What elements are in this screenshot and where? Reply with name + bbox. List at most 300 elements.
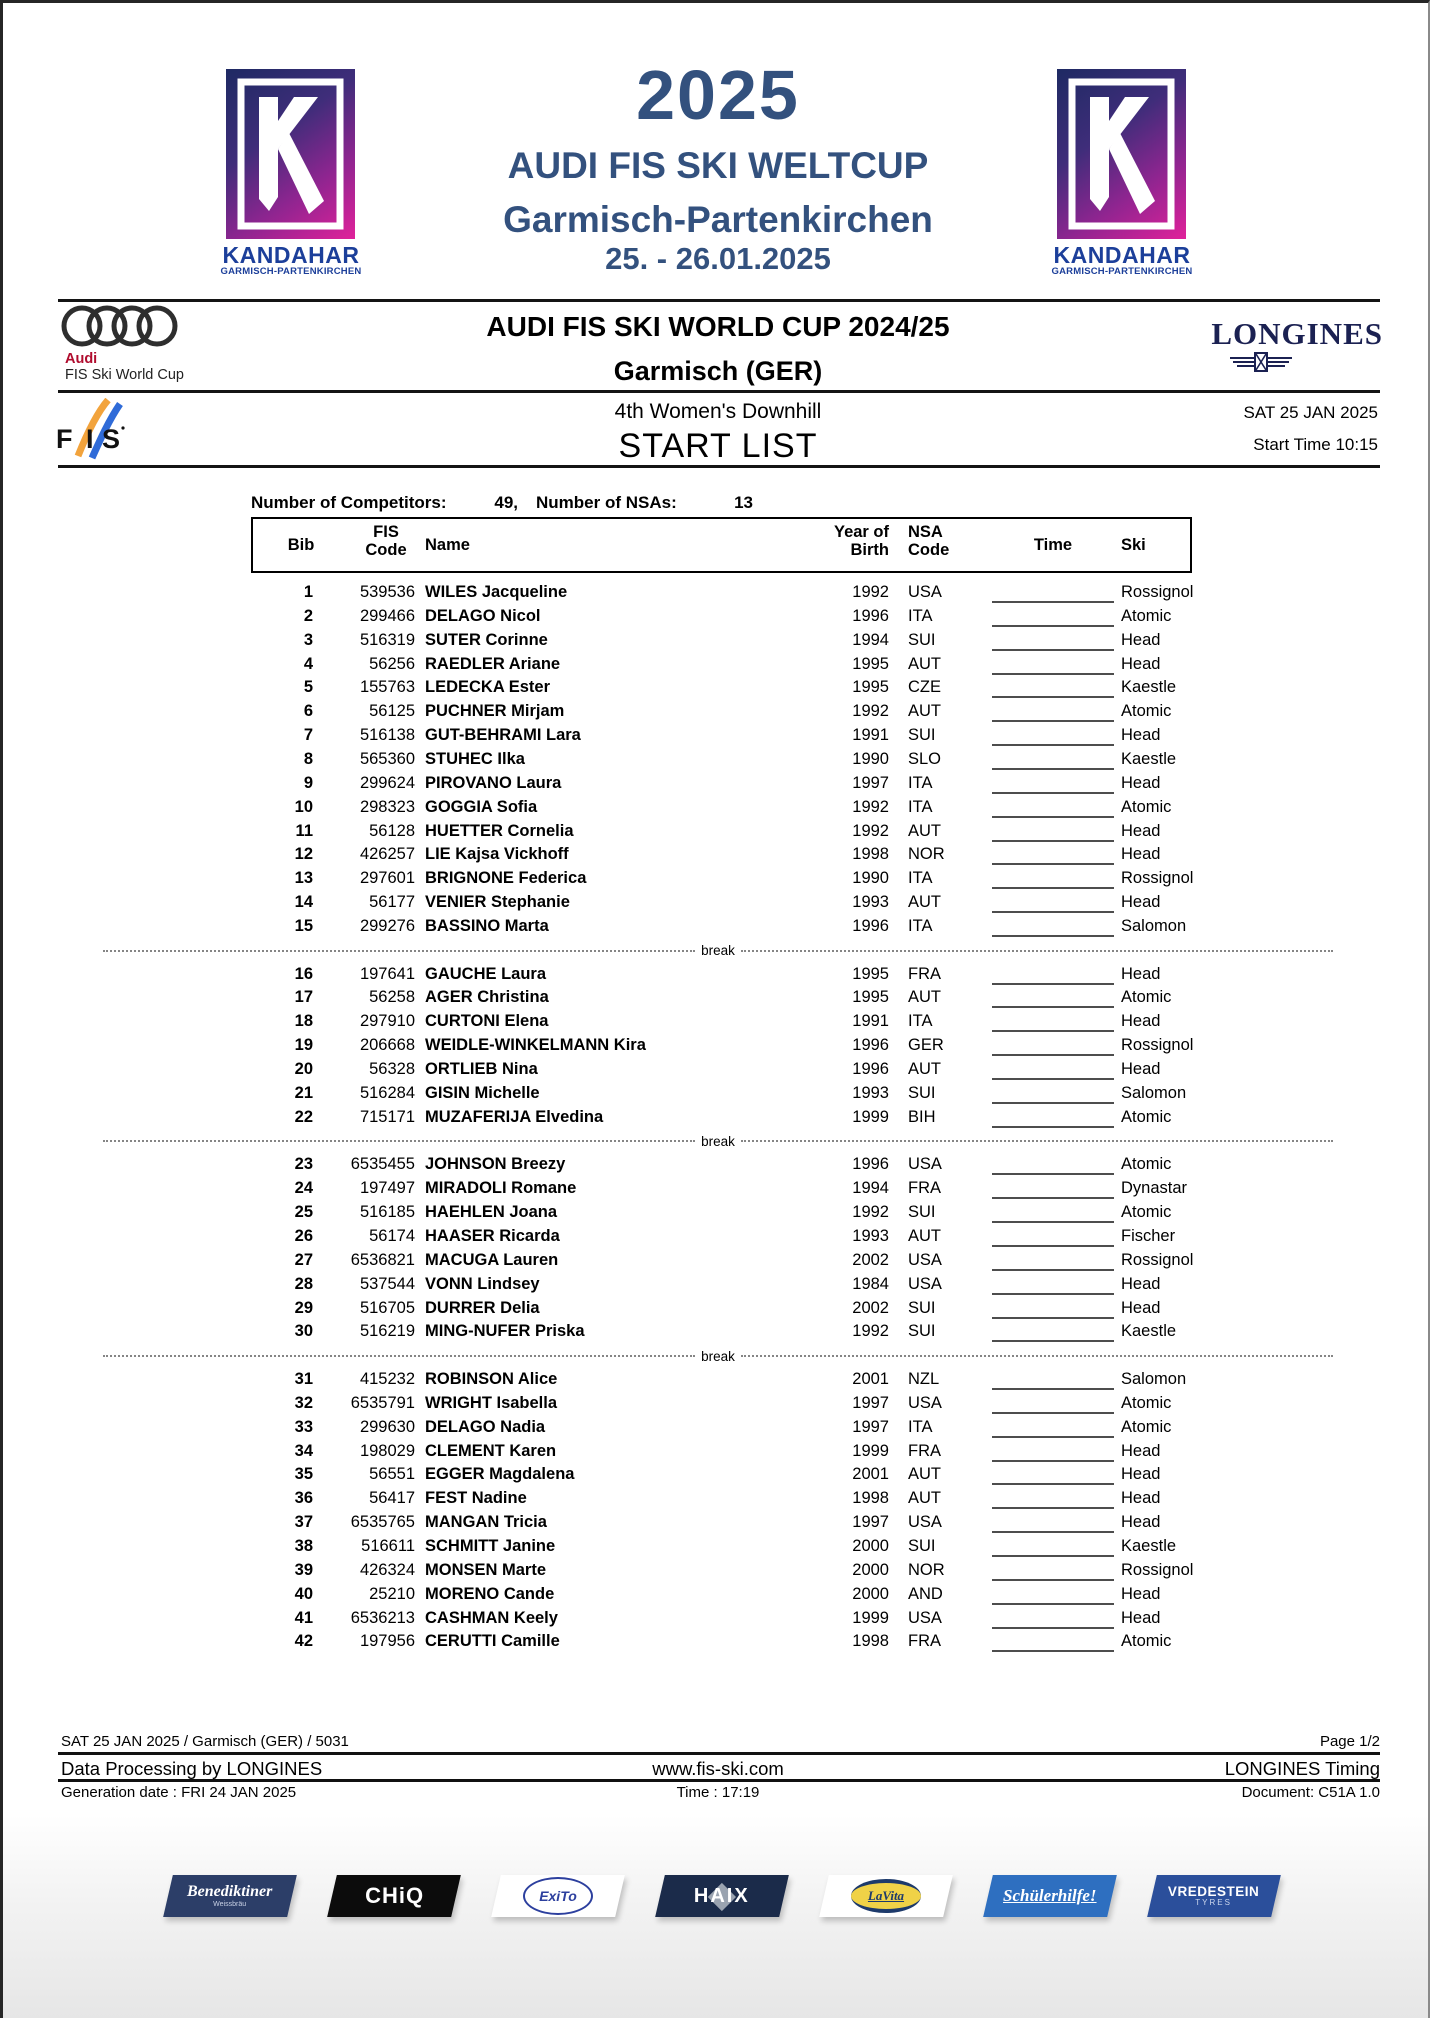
competitor-name-cell: MIRADOLI Romane	[425, 1179, 577, 1198]
sponsor-logo-inner	[851, 1879, 921, 1913]
footer-timing: LONGINES Timing	[1224, 1758, 1380, 1779]
table-row	[3, 1249, 1430, 1273]
ski-brand-cell: Atomic	[1121, 797, 1172, 816]
bib-cell: 12	[294, 845, 313, 864]
bib-cell: 29	[294, 1298, 313, 1317]
competitor-name-cell: LEDECKA Ester	[425, 678, 550, 697]
sponsor-logo-schuelerhilfe	[983, 1875, 1117, 1917]
table-row	[3, 1392, 1430, 1416]
competitor-name-cell: MACUGA Lauren	[425, 1250, 559, 1269]
nsa-code-cell: AUT	[908, 654, 941, 673]
time-blank-line	[992, 1368, 1114, 1390]
ski-brand-cell: Head	[1121, 1298, 1161, 1317]
bib-cell: 30	[294, 1322, 313, 1341]
nsa-code-cell: SUI	[908, 726, 936, 745]
competitor-name-cell: MUZAFERIJA Elvedina	[425, 1107, 604, 1126]
birth-year-cell: 1998	[852, 1632, 889, 1651]
nsa-code-cell: SLO	[908, 749, 942, 768]
bib-cell: 8	[303, 749, 313, 768]
sponsor-logo-lavita	[819, 1875, 953, 1917]
svg-text:S: S	[102, 424, 121, 454]
time-blank-line	[992, 867, 1114, 889]
birth-year-cell: 1990	[852, 749, 889, 768]
competitor-name-cell: DURRER Delia	[425, 1298, 540, 1317]
birth-year-cell: 1993	[852, 1226, 889, 1245]
nsa-code-cell: NOR	[908, 1560, 945, 1579]
footer-rule-1	[58, 1752, 1380, 1755]
bib-cell: 27	[294, 1250, 313, 1269]
nsa-code-cell: SUI	[908, 630, 936, 649]
fis-code-cell: 516611	[361, 1537, 415, 1555]
time-blank-line	[992, 605, 1114, 627]
bib-cell: 24	[294, 1179, 313, 1198]
table-row	[3, 1082, 1430, 1106]
time-blank-line	[992, 629, 1114, 651]
fis-code-cell: 565360	[359, 749, 415, 768]
table-row	[3, 915, 1430, 939]
birth-year-cell: 1990	[852, 869, 889, 888]
time-blank-line	[992, 1320, 1114, 1342]
time-blank-line	[992, 1177, 1114, 1199]
table-row	[3, 1511, 1430, 1535]
time-blank-line	[992, 748, 1114, 770]
fis-code-cell: 56177	[369, 893, 415, 912]
birth-year-cell: 1999	[852, 1441, 889, 1460]
break-label: break	[701, 1348, 735, 1364]
nsa-code-cell: FRA	[908, 1441, 941, 1460]
birth-year-cell: 2002	[852, 1298, 889, 1317]
competitor-name-cell: SUTER Corinne	[425, 630, 548, 649]
sponsor-sublabel: Weissbräu	[213, 1900, 247, 1908]
competitor-name-cell: MORENO Cande	[425, 1584, 555, 1603]
table-row	[3, 748, 1430, 772]
birth-year-cell: 1994	[852, 630, 889, 649]
ski-brand-cell: Fischer	[1121, 1226, 1176, 1245]
table-row	[3, 1487, 1430, 1511]
fis-code-cell: 297601	[359, 869, 415, 888]
fis-code-cell: 6535765	[350, 1513, 415, 1532]
svg-text:I: I	[86, 424, 94, 454]
document-title: START LIST	[618, 427, 818, 465]
competitor-name-cell: BASSINO Marta	[425, 916, 549, 935]
birth-year-cell: 1996	[852, 1155, 889, 1174]
bib-cell: 37	[294, 1513, 313, 1532]
fis-code-cell: 516284	[359, 1083, 415, 1102]
birth-year-cell: 1996	[852, 1036, 889, 1055]
ski-brand-cell: Kaestle	[1121, 678, 1177, 697]
nsa-code-cell: NOR	[908, 845, 945, 864]
table-row	[3, 700, 1430, 724]
table-row	[3, 1201, 1430, 1225]
col-header-fis-code: FIS Code	[365, 523, 407, 559]
fis-code-cell: 516319	[359, 630, 415, 649]
birth-year-cell: 1992	[852, 1322, 889, 1341]
ski-brand-cell: Head	[1121, 1513, 1161, 1532]
sponsor-logo-inner	[365, 1884, 424, 1907]
time-blank-line	[992, 1392, 1114, 1414]
bib-cell: 2	[303, 606, 313, 625]
fis-code-cell: 56174	[369, 1226, 415, 1245]
bib-cell: 40	[294, 1584, 313, 1603]
ski-brand-cell: Kaestle	[1121, 1537, 1177, 1555]
break-line	[741, 1355, 1333, 1357]
time-blank-line	[992, 1440, 1114, 1462]
sponsor-label: Schülerhilfe!	[1003, 1886, 1097, 1906]
nsa-code-cell: AUT	[908, 702, 941, 721]
competitor-name-cell: BRIGNONE Federica	[425, 869, 587, 888]
nsa-code-cell: SUI	[908, 1322, 936, 1341]
competitor-name-cell: HAASER Ricarda	[425, 1226, 560, 1245]
nsa-code-cell: CZE	[908, 678, 941, 697]
competitor-name-cell: HUETTER Cornelia	[425, 821, 574, 840]
competitor-name-cell: HAEHLEN Joana	[425, 1203, 558, 1222]
bib-cell: 42	[294, 1632, 313, 1651]
nsa-code-cell: ITA	[908, 916, 933, 935]
nsa-code-cell: SUI	[908, 1083, 936, 1102]
bib-cell: 15	[294, 916, 313, 935]
event-venue: Garmisch-Partenkirchen	[503, 199, 933, 240]
table-row	[3, 963, 1430, 987]
time-blank-line	[992, 1034, 1114, 1056]
break-line	[103, 1140, 695, 1142]
competitor-name-cell: GISIN Michelle	[425, 1083, 540, 1102]
fis-code-cell: 56417	[369, 1489, 415, 1508]
birth-year-cell: 1992	[852, 797, 889, 816]
bib-cell: 16	[294, 964, 313, 983]
time-blank-line	[992, 820, 1114, 842]
time-blank-line	[992, 581, 1114, 603]
competitor-name-cell: GOGGIA Sofia	[425, 797, 538, 816]
fis-code-cell: 299630	[359, 1417, 415, 1436]
nsa-code-cell: USA	[908, 1155, 942, 1174]
table-row	[3, 1297, 1430, 1321]
competitor-name-cell: CLEMENT Karen	[425, 1441, 557, 1460]
birth-year-cell: 1996	[852, 1060, 889, 1078]
fis-code-cell: 198029	[359, 1441, 415, 1460]
exito-badge	[523, 1877, 593, 1915]
competitor-name-cell: JOHNSON Breezy	[425, 1155, 566, 1174]
bib-cell: 36	[294, 1489, 313, 1508]
competitor-name-cell: DELAGO Nicol	[425, 606, 541, 625]
time-blank-line	[992, 891, 1114, 913]
table-row	[3, 986, 1430, 1010]
sponsor-logo-vredestein	[1147, 1875, 1281, 1917]
divider-rule-3	[58, 465, 1380, 468]
time-blank-line	[992, 1153, 1114, 1175]
col-header-time: Time	[1033, 536, 1073, 554]
fis-code-cell: 299276	[359, 916, 415, 935]
ski-brand-cell: Rossignol	[1121, 583, 1194, 601]
table-row	[3, 1153, 1430, 1177]
competitor-name-cell: DELAGO Nadia	[425, 1417, 546, 1436]
ski-brand-cell: Rossignol	[1121, 1250, 1194, 1269]
time-blank-line	[992, 1297, 1114, 1319]
bib-cell: 18	[294, 1012, 313, 1031]
birth-year-cell: 1993	[852, 1083, 889, 1102]
competitor-name-cell: EGGER Magdalena	[425, 1465, 575, 1484]
time-blank-line	[992, 1583, 1114, 1605]
bib-cell: 22	[294, 1107, 313, 1126]
time-blank-line	[992, 1058, 1114, 1080]
nsa-code-cell: AND	[908, 1584, 943, 1603]
sponsor-label: VREDESTEIN	[1168, 1883, 1260, 1899]
ski-brand-cell: Atomic	[1121, 606, 1172, 625]
time-blank-line	[992, 1463, 1114, 1485]
break-row	[103, 1344, 1333, 1368]
nsa-code-cell: AUT	[908, 1060, 941, 1078]
competitor-name-cell: MING-NUFER Priska	[425, 1322, 585, 1341]
fis-code-cell: 539536	[359, 583, 415, 601]
sponsor-logo-inner	[1003, 1887, 1097, 1905]
table-row	[3, 1058, 1430, 1082]
time-blank-line	[992, 1249, 1114, 1271]
bib-cell: 33	[294, 1417, 313, 1436]
fis-code-cell: 6535791	[350, 1393, 415, 1412]
bib-cell: 17	[294, 988, 313, 1007]
table-row	[3, 1583, 1430, 1607]
table-row	[3, 1273, 1430, 1297]
nsa-code-cell: ITA	[908, 606, 933, 625]
birth-year-cell: 1999	[852, 1107, 889, 1126]
birth-year-cell: 1993	[852, 893, 889, 912]
competitors-label: Number of Competitors:	[251, 493, 447, 512]
time-blank-line	[992, 1607, 1114, 1629]
time-blank-line	[992, 1416, 1114, 1438]
event-series: AUDI FIS SKI WELTCUP	[507, 145, 929, 186]
fis-code-cell: 516185	[359, 1203, 415, 1222]
bib-cell: 38	[294, 1537, 313, 1555]
kandahar-wordmark-left: KANDAHAR	[222, 242, 360, 268]
fis-code-cell: 56258	[369, 988, 415, 1007]
competitor-name-cell: VONN Lindsey	[425, 1274, 540, 1293]
table-row	[3, 867, 1430, 891]
time-blank-line	[992, 1487, 1114, 1509]
bib-cell: 25	[294, 1203, 313, 1222]
time-blank-line	[992, 1273, 1114, 1295]
ski-brand-cell: Salomon	[1121, 916, 1187, 935]
fis-code-cell: 516705	[359, 1298, 415, 1317]
footer-website-link[interactable]: www.fis-ski.com	[652, 1758, 784, 1779]
ski-brand-cell: Head	[1121, 964, 1161, 983]
time-blank-line	[992, 843, 1114, 865]
time-blank-line	[992, 1082, 1114, 1104]
birth-year-cell: 2000	[852, 1584, 889, 1603]
fis-code-cell: 415232	[359, 1370, 415, 1389]
fis-code-cell: 516138	[359, 726, 415, 745]
time-blank-line	[992, 1535, 1114, 1557]
fis-code-cell: 516219	[359, 1322, 415, 1341]
table-row	[3, 891, 1430, 915]
col-header-nsa: NSA Code	[908, 523, 950, 559]
competitors-count: 49,	[494, 493, 518, 512]
kandahar-subtitle-left: GARMISCH-PARTENKIRCHEN	[220, 266, 362, 277]
table-row	[3, 1225, 1430, 1249]
time-blank-line	[992, 1225, 1114, 1247]
birth-year-cell: 1992	[852, 583, 889, 601]
bib-cell: 21	[294, 1083, 313, 1102]
nsa-code-cell: AUT	[908, 1465, 941, 1484]
audi-sub-label: FIS Ski World Cup	[65, 367, 184, 383]
birth-year-cell: 2000	[852, 1537, 889, 1555]
footer-page: Page 1/2	[1319, 1733, 1380, 1750]
competitor-name-cell: SCHMITT Janine	[425, 1537, 556, 1555]
competitor-name-cell: WRIGHT Isabella	[425, 1393, 558, 1412]
ski-brand-cell: Atomic	[1121, 988, 1172, 1007]
nsa-code-cell: SUI	[908, 1537, 936, 1555]
bib-cell: 41	[294, 1608, 313, 1627]
bib-cell: 10	[294, 797, 313, 816]
nsa-code-cell: FRA	[908, 1179, 941, 1198]
fis-code-cell: 197956	[359, 1632, 415, 1651]
nsa-code-cell: SUI	[908, 1298, 936, 1317]
competitor-name-cell: AGER Christina	[425, 988, 549, 1007]
nsa-code-cell: GER	[908, 1036, 944, 1055]
nsas-label: Number of NSAs:	[536, 493, 677, 512]
bib-cell: 5	[303, 678, 313, 697]
kandahar-subtitle-right: GARMISCH-PARTENKIRCHEN	[1051, 266, 1193, 277]
ski-brand-cell: Dynastar	[1121, 1179, 1188, 1198]
col-header-ski: Ski	[1121, 536, 1146, 554]
birth-year-cell: 1995	[852, 964, 889, 983]
ski-brand-cell: Atomic	[1121, 1417, 1172, 1436]
footer-generation-date: Generation date : FRI 24 JAN 2025	[61, 1784, 297, 1801]
sponsor-logo-inner	[1168, 1885, 1259, 1908]
nsas-count: 13	[734, 493, 753, 512]
fis-code-cell: 6536213	[350, 1608, 415, 1627]
competitor-name-cell: RAEDLER Ariane	[425, 654, 561, 673]
race-title: 4th Women's Downhill	[614, 400, 822, 423]
col-header-name: Name	[425, 536, 470, 554]
table-row	[3, 1034, 1430, 1058]
ski-brand-cell: Head	[1121, 1441, 1161, 1460]
ski-brand-cell: Head	[1121, 821, 1161, 840]
fis-code-cell: 155763	[359, 678, 415, 697]
table-row	[3, 796, 1430, 820]
fis-code-cell: 197497	[359, 1179, 415, 1198]
bib-cell: 28	[294, 1274, 313, 1293]
fis-code-cell: 298323	[359, 797, 415, 816]
fis-code-cell: 56256	[369, 654, 415, 673]
bib-cell: 1	[303, 583, 313, 601]
ski-brand-cell: Rossignol	[1121, 869, 1194, 888]
table-row	[3, 1106, 1430, 1130]
bib-cell: 34	[294, 1441, 313, 1460]
nsa-code-cell: AUT	[908, 988, 941, 1007]
competitor-name-cell: MANGAN Tricia	[425, 1513, 547, 1532]
nsa-code-cell: USA	[908, 1608, 942, 1627]
nsa-code-cell: USA	[908, 1250, 942, 1269]
birth-year-cell: 1997	[852, 1417, 889, 1436]
birth-year-cell: 2001	[852, 1370, 889, 1389]
nsa-code-cell: FRA	[908, 964, 941, 983]
ski-brand-cell: Head	[1121, 1012, 1161, 1031]
nsa-code-cell: USA	[908, 1274, 942, 1293]
sponsor-label: Benediktiner	[187, 1882, 273, 1900]
nsa-code-cell: USA	[908, 1393, 942, 1412]
birth-year-cell: 1996	[852, 606, 889, 625]
competitor-name-cell: CURTONI Elena	[425, 1012, 549, 1031]
competitor-name-cell: LIE Kajsa Vickhoff	[425, 845, 569, 864]
sponsor-logo-benediktiner	[163, 1875, 297, 1917]
table-row	[3, 820, 1430, 844]
bib-cell: 6	[303, 702, 313, 721]
competitor-name-cell: PIROVANO Laura	[425, 773, 562, 792]
time-blank-line	[992, 653, 1114, 675]
ski-brand-cell: Head	[1121, 1060, 1161, 1078]
sponsor-label: ExiTo	[539, 1887, 577, 1904]
time-blank-line	[992, 772, 1114, 794]
nsa-code-cell: USA	[908, 583, 942, 601]
time-blank-line	[992, 1010, 1114, 1032]
fis-code-cell: 426324	[359, 1560, 415, 1579]
sponsor-logo-haix	[655, 1875, 789, 1917]
nsa-code-cell: NZL	[908, 1370, 940, 1389]
nsa-code-cell: ITA	[908, 773, 933, 792]
ski-brand-cell: Head	[1121, 630, 1161, 649]
sponsor-label: LaVita	[867, 1888, 905, 1904]
longines-wings-icon	[1228, 350, 1294, 374]
event-year: 2025	[636, 56, 800, 134]
fis-code-cell: 56551	[369, 1465, 415, 1484]
break-label: break	[701, 1133, 735, 1149]
time-blank-line	[992, 963, 1114, 985]
ski-brand-cell: Atomic	[1121, 1393, 1172, 1412]
time-blank-line	[992, 700, 1114, 722]
break-row	[103, 1130, 1333, 1154]
sponsor-logo-inner	[694, 1886, 750, 1907]
ski-brand-cell: Atomic	[1121, 1155, 1172, 1174]
birth-year-cell: 1998	[852, 1489, 889, 1508]
event-dates: 25. - 26.01.2025	[605, 241, 831, 276]
competitor-name-cell: ROBINSON Alice	[425, 1370, 558, 1389]
kandahar-wordmark-right: KANDAHAR	[1053, 242, 1191, 268]
fis-code-cell: 6535455	[350, 1155, 415, 1174]
bib-cell: 11	[295, 821, 313, 840]
bib-cell: 13	[294, 869, 313, 888]
competitor-name-cell: MONSEN Marte	[425, 1560, 547, 1579]
ski-brand-cell: Rossignol	[1121, 1560, 1194, 1579]
ski-brand-cell: Head	[1121, 893, 1161, 912]
fis-code-cell: 6536821	[350, 1250, 415, 1269]
nsa-code-cell: ITA	[908, 797, 933, 816]
nsa-code-cell: ITA	[908, 1417, 933, 1436]
fis-code-cell: 297910	[359, 1012, 415, 1031]
break-label: break	[701, 943, 735, 959]
bib-cell: 14	[294, 893, 313, 912]
break-line	[103, 1355, 695, 1357]
fis-code-cell: 56128	[369, 821, 415, 840]
audi-brand-label: Audi	[65, 351, 98, 367]
sponsor-logo-exito	[491, 1875, 625, 1917]
ski-brand-cell: Head	[1121, 654, 1161, 673]
sponsor-label	[694, 1886, 750, 1907]
ski-brand-cell: Salomon	[1121, 1083, 1187, 1102]
footer-document-id: Document: C51A 1.0	[1241, 1784, 1380, 1801]
birth-year-cell: 1984	[852, 1274, 889, 1293]
ski-brand-cell: Head	[1121, 1489, 1161, 1508]
fis-code-cell: 537544	[359, 1274, 415, 1293]
ski-brand-cell: Head	[1121, 1465, 1161, 1484]
col-header-year: Year of Birth	[833, 523, 889, 559]
ski-brand-cell: Head	[1121, 845, 1161, 864]
nsa-code-cell: AUT	[908, 821, 941, 840]
nsa-code-cell: FRA	[908, 1632, 941, 1651]
fis-code-cell: 299624	[359, 773, 415, 792]
competitor-name-cell: ORTLIEB Nina	[425, 1060, 538, 1078]
table-row	[3, 1463, 1430, 1487]
ski-brand-cell: Head	[1121, 726, 1161, 745]
bib-cell: 32	[294, 1393, 313, 1412]
